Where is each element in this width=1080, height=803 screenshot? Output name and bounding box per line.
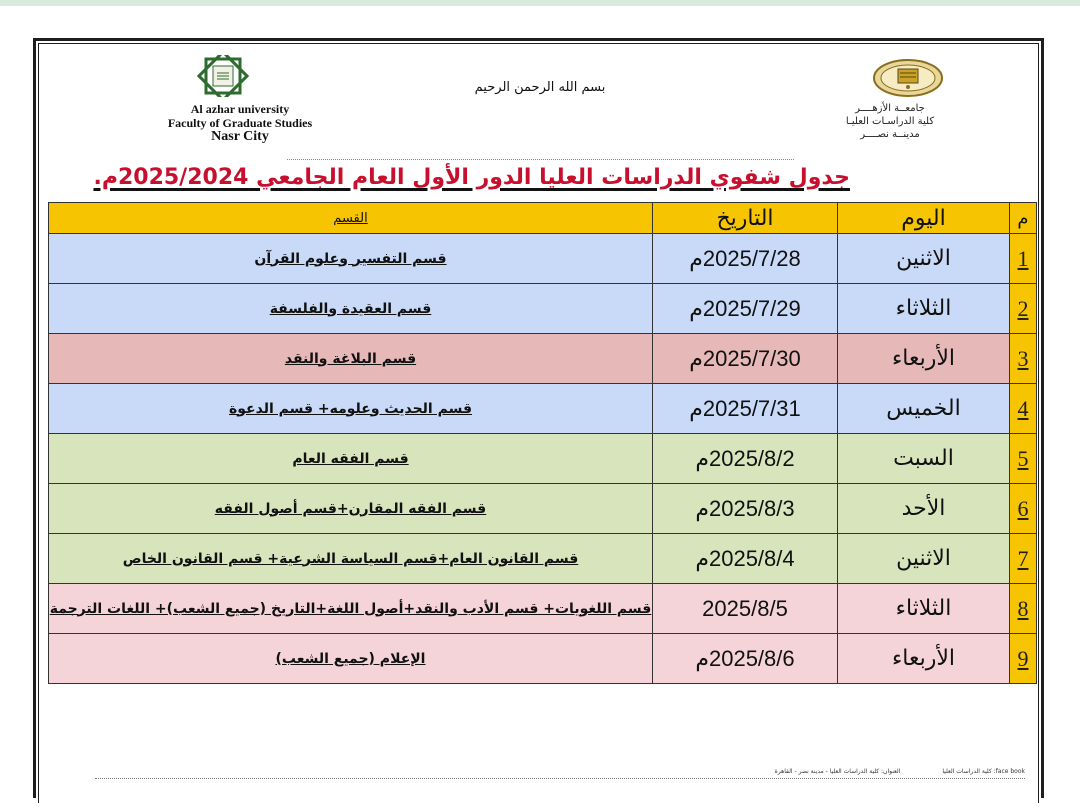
city-name-en: Nasr City xyxy=(211,129,269,144)
header-divider xyxy=(287,159,794,160)
row-department: قسم الحديث وعلومه+ قسم الدعوة xyxy=(49,384,653,434)
university-name-ar: جامعــة الأزهــــر xyxy=(855,103,925,114)
row-date: 2025/7/31م xyxy=(653,384,838,434)
row-day: الأحد xyxy=(838,484,1010,534)
university-name-en: Al azhar university xyxy=(190,102,290,116)
header-number: م xyxy=(1010,203,1037,234)
footer-address: العنوان: كلية الدراسات العليا - مدينة نصر - القاهرة xyxy=(774,768,901,775)
footer-facebook: face book: كلية الدراسات العليا xyxy=(942,768,1025,775)
row-number: 5 xyxy=(1010,434,1037,484)
table-row xyxy=(49,384,1037,434)
row-number: 2 xyxy=(1010,284,1037,334)
table-row xyxy=(49,434,1037,484)
exam-schedule-table xyxy=(48,202,1037,684)
table-row xyxy=(49,534,1037,584)
city-name-ar: مدينــة نصــــر xyxy=(860,129,920,140)
row-day: الثلاثاء xyxy=(838,584,1010,634)
faculty-name-ar: كلية الدراسـات العليـا xyxy=(845,116,935,127)
row-date: 2025/8/6م xyxy=(653,634,838,684)
row-date: 2025/7/28م xyxy=(653,234,838,284)
row-number: 4 xyxy=(1010,384,1037,434)
row-department: الإعلام (جميع الشعب) xyxy=(49,634,653,684)
row-day: الأربعاء xyxy=(838,634,1010,684)
row-department: قسم اللغويات+ قسم الأدب والنقد+أصول اللغة+التاريخ (جميع الشعب)+ اللغات الترجمة xyxy=(49,584,653,634)
row-day: الاثنين xyxy=(838,534,1010,584)
row-day: الاثنين xyxy=(838,234,1010,284)
row-department: قسم البلاغة والنقد xyxy=(49,334,653,384)
document-title: جدول شفوي الدراسات العليا الدور الأول العام الجامعي 2025/2024م. xyxy=(93,165,850,190)
header-department: القسم xyxy=(49,203,653,234)
table-row xyxy=(49,234,1037,284)
row-day: الخميس xyxy=(838,384,1010,434)
row-number: 3 xyxy=(1010,334,1037,384)
row-day: السبت xyxy=(838,434,1010,484)
row-date: 2025/7/29م xyxy=(653,284,838,334)
top-accent-bar xyxy=(0,0,1080,6)
octagon-star-logo-icon xyxy=(183,55,263,97)
row-day: الأربعاء xyxy=(838,334,1010,384)
row-date: 2025/8/2م xyxy=(653,434,838,484)
row-department: قسم الفقه المقارن+قسم أصول الفقه xyxy=(49,484,653,534)
row-date: 2025/8/3م xyxy=(653,484,838,534)
row-department: قسم القانون العام+قسم السياسة الشرعية+ قسم القانون الخاص xyxy=(49,534,653,584)
header-day: اليوم xyxy=(838,203,1010,234)
faculty-name-en: Faculty of Graduate Studies xyxy=(167,116,313,130)
row-department: قسم العقيدة والفلسفة xyxy=(49,284,653,334)
row-number: 7 xyxy=(1010,534,1037,584)
row-number: 6 xyxy=(1010,484,1037,534)
row-date: 2025/7/30م xyxy=(653,334,838,384)
table-row xyxy=(49,634,1037,684)
table-row xyxy=(49,334,1037,384)
row-day: الثلاثاء xyxy=(838,284,1010,334)
al-azhar-seal-icon xyxy=(872,58,944,98)
row-number: 9 xyxy=(1010,634,1037,684)
table-row xyxy=(49,584,1037,634)
row-number: 1 xyxy=(1010,234,1037,284)
row-date: 2025/8/5 xyxy=(653,584,838,634)
table-row xyxy=(49,284,1037,334)
header-date: التاريخ xyxy=(653,203,838,234)
basmala-text: بسم الله الرحمن الرحيم xyxy=(474,80,606,95)
row-date: 2025/8/4م xyxy=(653,534,838,584)
table-header-row xyxy=(49,203,1037,234)
row-department: قسم التفسير وعلوم القرآن xyxy=(49,234,653,284)
row-department: قسم الفقه العام xyxy=(49,434,653,484)
footer-divider xyxy=(95,778,1025,779)
row-number: 8 xyxy=(1010,584,1037,634)
table-row xyxy=(49,484,1037,534)
